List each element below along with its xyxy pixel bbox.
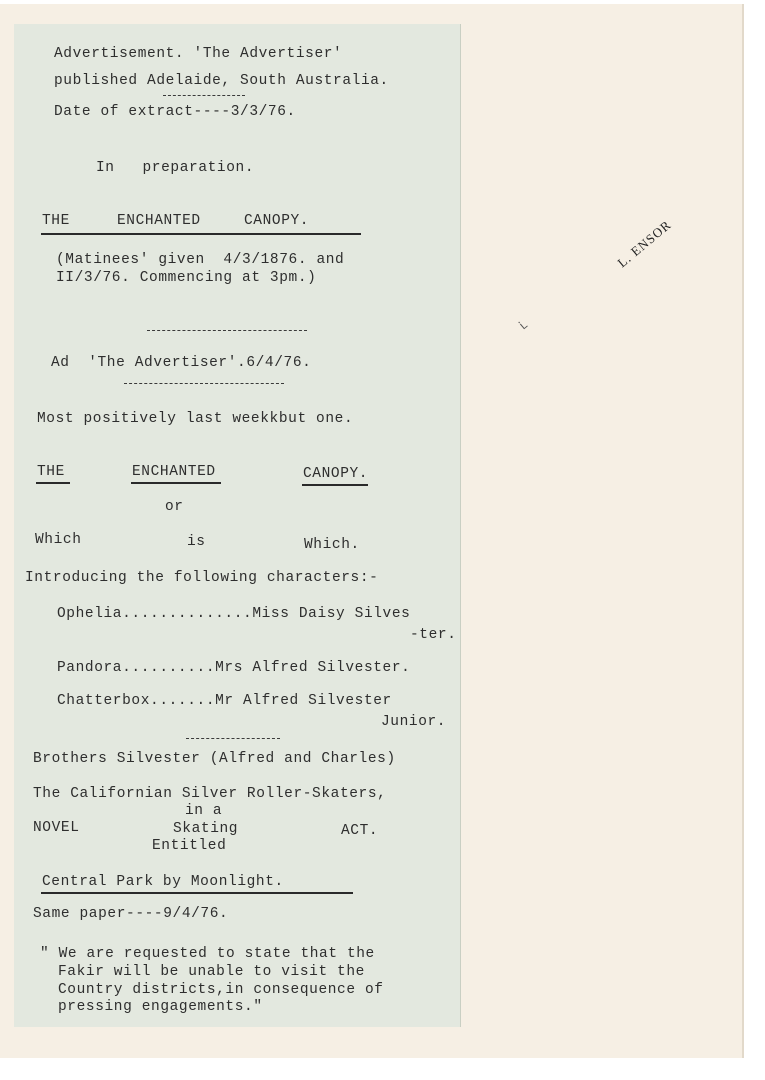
novel: NOVEL [33, 820, 80, 836]
title-canopy: CANOPY. [303, 466, 369, 482]
subtitle-or: or [165, 499, 184, 515]
skating: Skating [173, 821, 239, 837]
divider [124, 383, 284, 384]
divider [147, 330, 307, 331]
divider [186, 738, 280, 739]
in-a: in a [185, 803, 223, 819]
character-ophelia-cont: -ter. [410, 627, 457, 643]
entitled: Entitled [152, 838, 227, 854]
last-week-notice: Most positively last weekkbut one. [37, 411, 354, 427]
character-chatterbox-cont: Junior. [381, 714, 447, 730]
title-underline [36, 482, 70, 484]
header-line-1: Advertisement. 'The Advertiser' [54, 46, 343, 62]
ensor-stamp: L. ENSOR [614, 216, 674, 271]
title-underline [41, 892, 353, 894]
title-enchanted: ENCHANTED [117, 213, 201, 229]
subtitle-which: Which. [304, 537, 360, 553]
quote-line-3: Country districts,in consequence of [58, 982, 384, 998]
central-park-title: Central Park by Moonlight. [42, 874, 284, 890]
title-underline [41, 233, 361, 235]
character-pandora: Pandora..........Mrs Alfred Silvester. [57, 660, 411, 676]
act: ACT. [341, 823, 379, 839]
title-canopy: CANOPY. [244, 213, 310, 229]
title-the: THE [42, 213, 70, 229]
matinees-line-2: II/3/76. Commencing at 3pm.) [56, 270, 317, 286]
roller-skaters: The Californian Silver Roller-Skaters, [33, 786, 387, 802]
character-chatterbox: Chatterbox.......Mr Alfred Silvester [57, 693, 392, 709]
in-preparation: In preparation. [96, 160, 255, 176]
quote-line-2: Fakir will be unable to visit the [58, 964, 365, 980]
pencil-mark: ʟ̇ [516, 317, 530, 333]
title-the: THE [37, 464, 65, 480]
title-underline [302, 484, 368, 486]
advertiser-reference: Ad 'The Advertiser'.6/4/76. [51, 355, 312, 371]
characters-intro: Introducing the following characters:- [25, 570, 379, 586]
quote-line-4: pressing engagements." [58, 999, 263, 1015]
extract-date: Date of extract----3/3/76. [54, 104, 296, 120]
divider [163, 95, 245, 96]
header-line-2: published Adelaide, South Australia. [54, 73, 389, 89]
subtitle-is: is [187, 534, 206, 550]
title-underline [131, 482, 221, 484]
brothers-silvester: Brothers Silvester (Alfred and Charles) [33, 751, 396, 767]
matinees-line-1: (Matinees' given 4/3/1876. and [56, 252, 345, 268]
character-ophelia: Ophelia..............Miss Daisy Silves [57, 606, 411, 622]
quote-line-1: " We are requested to state that the [40, 946, 375, 962]
title-enchanted: ENCHANTED [132, 464, 216, 480]
same-paper-date: Same paper----9/4/76. [33, 906, 229, 922]
subtitle-which: Which [35, 532, 82, 548]
